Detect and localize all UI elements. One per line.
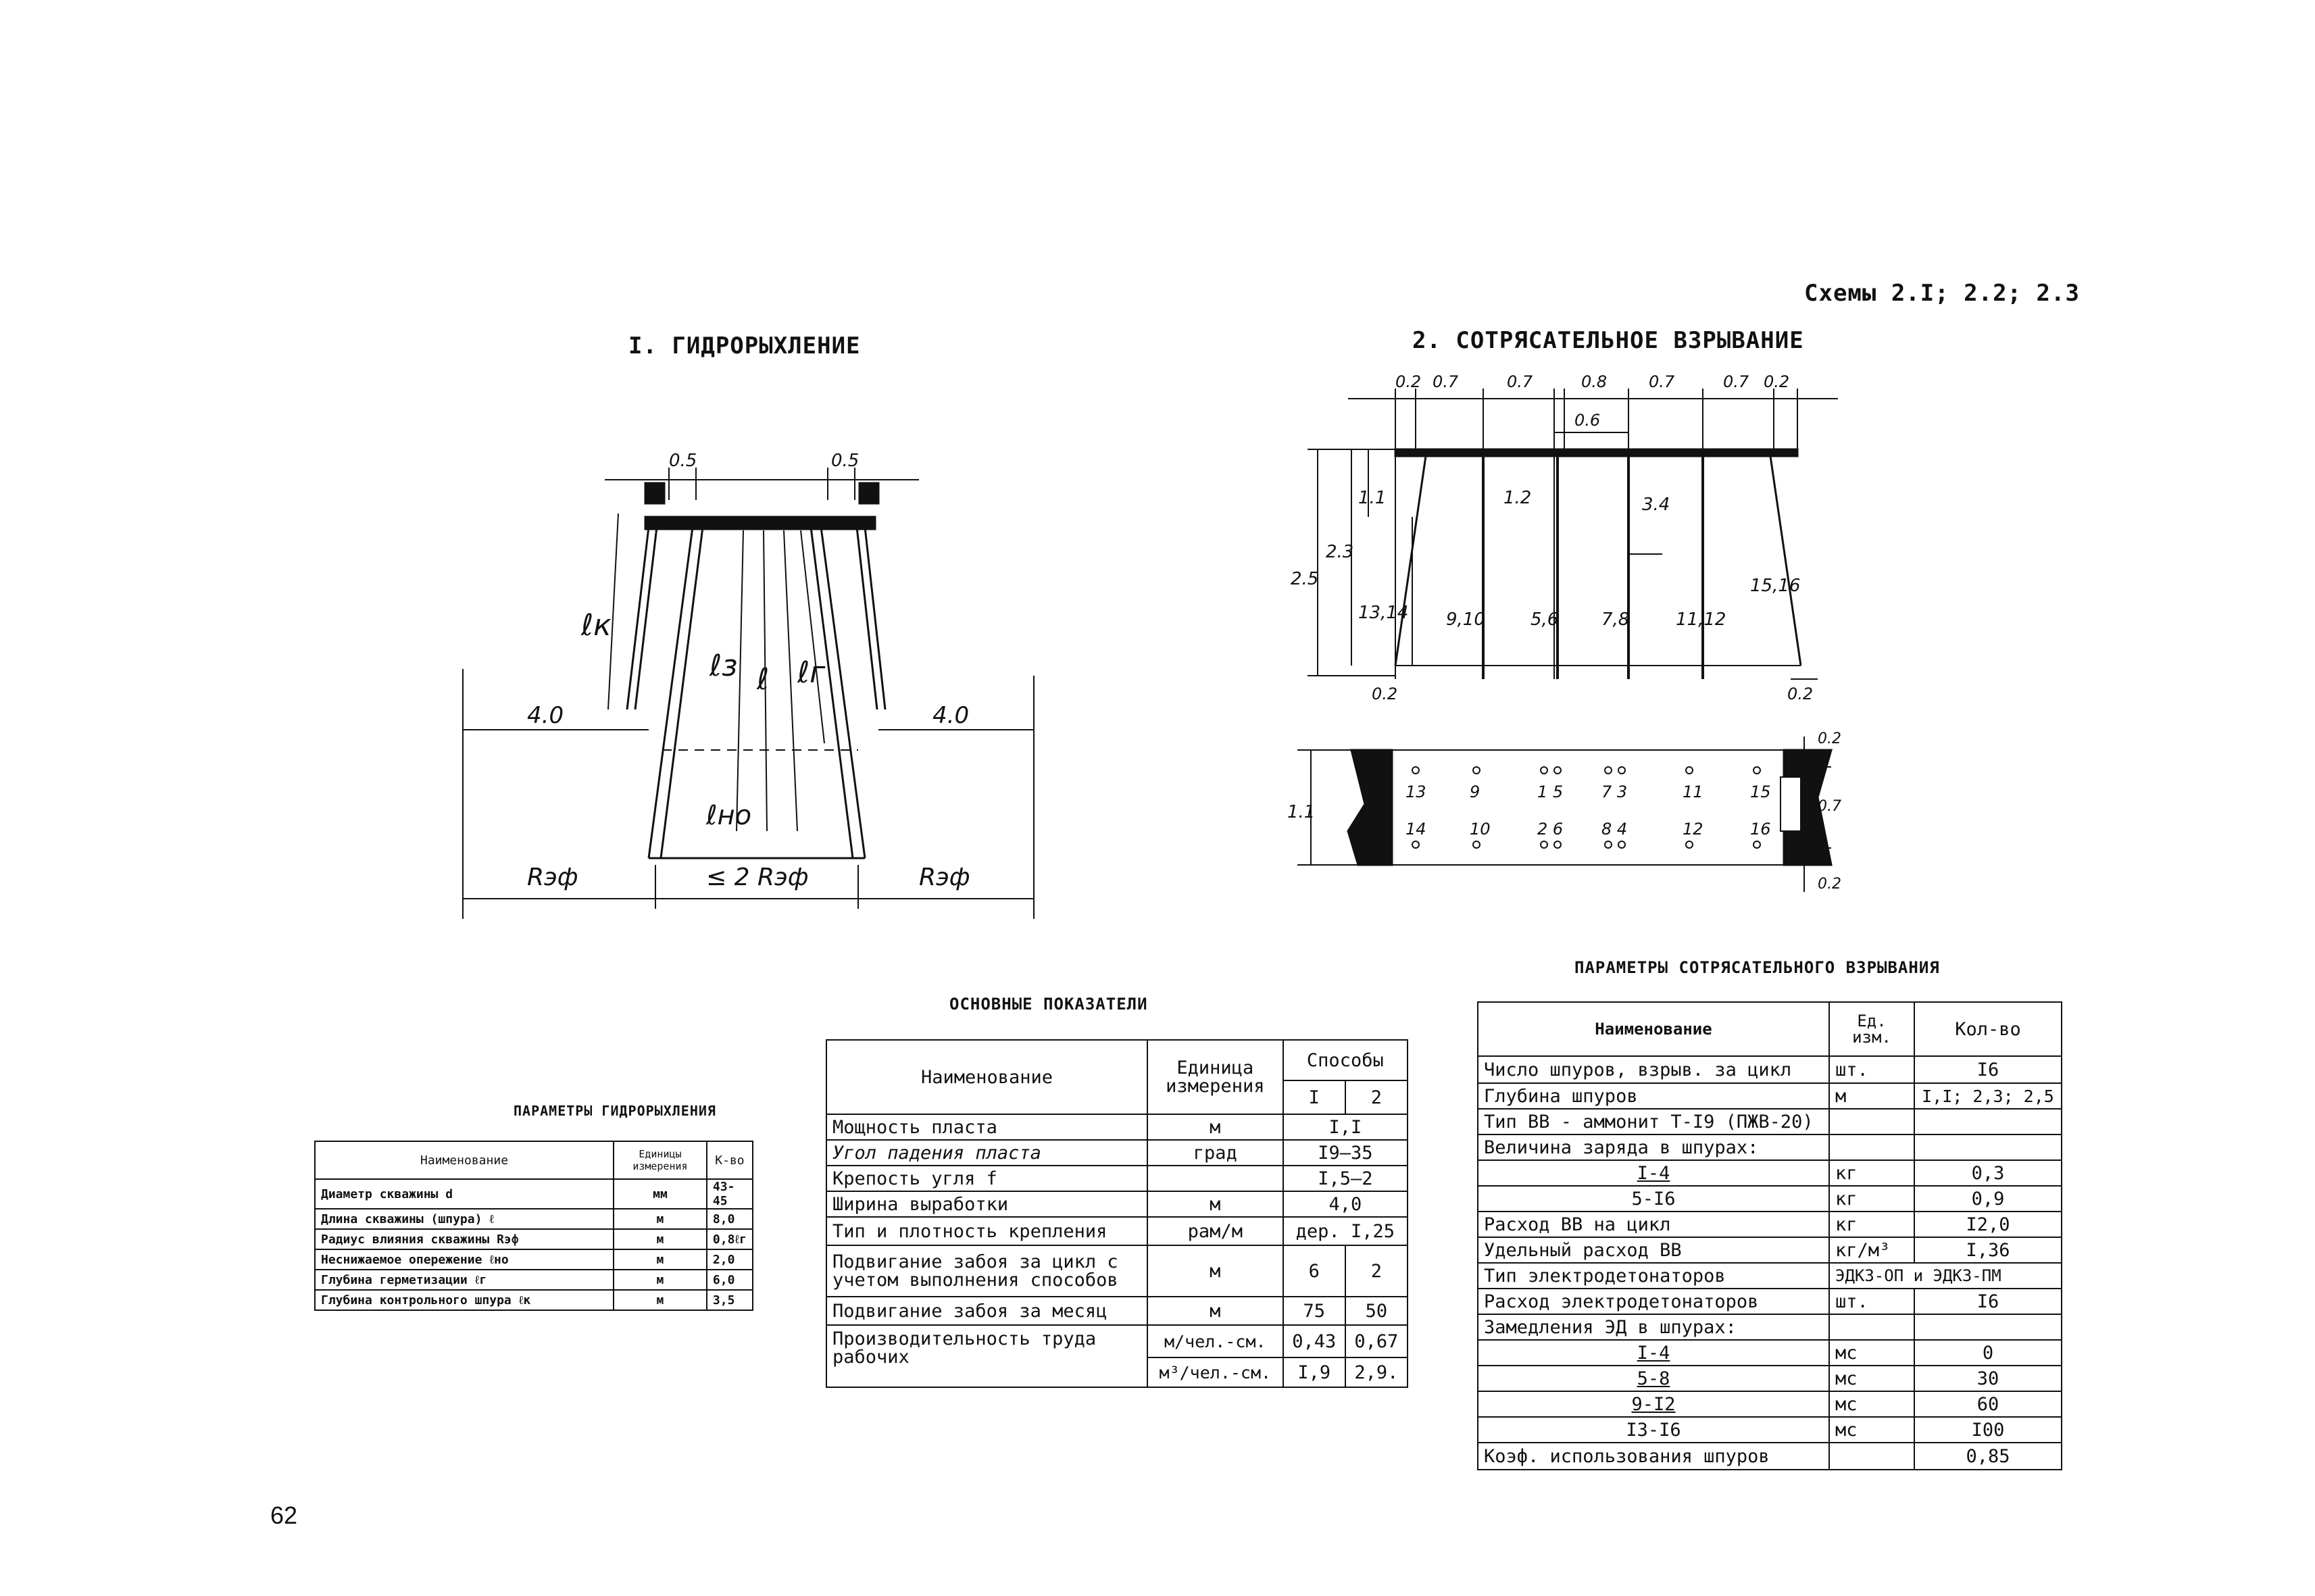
blast-header-qty: Кол-во [1914, 1002, 2062, 1056]
main-cell: 75 [1283, 1297, 1345, 1325]
blast-cell: Тип ВВ - аммонит Т-I9 (ПЖВ-20) [1478, 1109, 1829, 1134]
main-cell: 50 [1345, 1297, 1408, 1325]
blast-cell: 5-8 [1478, 1366, 1829, 1391]
main-cell: I9–35 [1283, 1140, 1408, 1166]
height-12: 1.2 [1503, 488, 1532, 508]
top-dim-5: 0.7 [1649, 372, 1675, 391]
blast-cell: кг/м³ [1829, 1237, 1914, 1263]
blast-cell: кг [1829, 1160, 1914, 1186]
main-cell: м [1147, 1114, 1283, 1140]
main-header-unit: Единица измерения [1147, 1040, 1283, 1114]
blast-cell: 60 [1914, 1391, 2062, 1417]
main-cell: I,I [1283, 1114, 1408, 1140]
table-row [826, 1217, 1408, 1245]
blast-cell [1829, 1314, 1914, 1340]
blast-cell: I3-I6 [1478, 1417, 1829, 1443]
blast-cell [1914, 1314, 2062, 1340]
table-row [1478, 1237, 2062, 1263]
plan-bot-26: 2 6 [1537, 820, 1564, 839]
table-row [315, 1179, 753, 1209]
height-11: 1.1 [1358, 488, 1387, 508]
plan-side-02-top: 0.2 [1818, 730, 1841, 747]
blast-cell: Число шпуров, взрыв. за цикл [1478, 1056, 1829, 1083]
table-row [826, 1166, 1408, 1191]
blast-cell: Тип электродетонаторов [1478, 1263, 1829, 1289]
table-row [1478, 1109, 2062, 1134]
hydro-header-name: Наименование [315, 1141, 614, 1179]
main-header-m2: 2 [1345, 1080, 1408, 1114]
plan-bot-14: 14 [1405, 820, 1426, 839]
blast-cell: I-4 [1478, 1340, 1829, 1366]
plan-top-9: 9 [1470, 782, 1480, 801]
plan-bot-10: 10 [1470, 820, 1491, 839]
dim-40-left: 4.0 [527, 702, 564, 729]
blast-cell: мс [1829, 1391, 1914, 1417]
hydro-cell: 2,0 [707, 1249, 753, 1270]
height-34: 3.4 [1642, 495, 1670, 515]
dim-40-right: 4.0 [932, 702, 970, 729]
table-row [1478, 1134, 2062, 1160]
main-cell: град [1147, 1140, 1283, 1166]
plan-top-15: 1 5 [1537, 782, 1564, 801]
bottom-dim-right: 0.2 [1787, 684, 1814, 703]
blast-cell: I,36 [1914, 1237, 2062, 1263]
bottom-dim-left: 0.2 [1372, 684, 1398, 703]
table-row [315, 1229, 753, 1249]
main-header-m1: I [1283, 1080, 1345, 1114]
inner-dim: 0.6 [1574, 411, 1601, 430]
hydro-cell: Радиус влияния скважины Rэф [315, 1229, 614, 1249]
hole-label-910: 9,10 [1446, 609, 1485, 630]
blast-cell: 9-I2 [1478, 1391, 1829, 1417]
dim-05-left: 0.5 [669, 451, 697, 471]
label-lg: ℓг [797, 655, 826, 690]
blast-cell: 0,85 [1914, 1443, 2062, 1470]
plan-bot-12: 12 [1683, 820, 1703, 839]
main-cell: Производительность труда рабочих [826, 1325, 1147, 1387]
table-row [1478, 1083, 2062, 1109]
table-row [826, 1114, 1408, 1140]
blast-cell [1829, 1109, 1914, 1134]
table-row [1478, 1289, 2062, 1314]
table-row [1478, 1314, 2062, 1340]
plan-bot-84: 8 4 [1601, 820, 1628, 839]
hydro-cell: Неснижаемое опережение ℓно [315, 1249, 614, 1270]
diagram2-title: 2. СОТРЯСАТЕЛЬНОЕ ВЗРЫВАНИЕ [1412, 327, 1804, 354]
top-dim-6: 0.7 [1723, 372, 1749, 391]
main-cell: 6 [1283, 1245, 1345, 1297]
hydro-params-title: ПАРАМЕТРЫ ГИДРОРЫХЛЕНИЯ [514, 1103, 716, 1119]
blast-cell: Удельный расход ВВ [1478, 1237, 1829, 1263]
blast-params-table [1477, 1001, 2062, 1470]
table-row [1478, 1263, 2062, 1289]
hydro-cell: мм [614, 1179, 707, 1209]
main-indicators-title: ОСНОВНЫЕ ПОКАЗАТЕЛИ [949, 995, 1148, 1014]
blast-cell: I-4 [1478, 1160, 1829, 1186]
blast-cell: 0 [1914, 1340, 2062, 1366]
main-cell: Подвигание забоя за цикл с учетом выполнения способов [826, 1245, 1147, 1297]
blast-cell: шт. [1829, 1056, 1914, 1083]
table-row [826, 1191, 1408, 1217]
hydro-cell: 6,0 [707, 1270, 753, 1290]
hole-label-1516: 15,16 [1750, 576, 1801, 596]
plan-top-13: 13 [1405, 782, 1426, 801]
blast-cell: I6 [1914, 1289, 2062, 1314]
blast-cell: Расход ВВ на цикл [1478, 1212, 1829, 1237]
plan-top-73: 7 3 [1601, 782, 1628, 801]
hole-label-56: 5,6 [1530, 609, 1559, 630]
hydro-diagram [446, 432, 1054, 932]
label-r-mid: ≤ 2 Rэф [706, 864, 809, 891]
table-row [315, 1270, 753, 1290]
table-row [1478, 1186, 2062, 1212]
blast-cell: Глубина шпуров [1478, 1083, 1829, 1109]
blast-cell: I2,0 [1914, 1212, 2062, 1237]
label-lz: ℓз [710, 649, 738, 683]
main-cell: рам/м [1147, 1217, 1283, 1245]
plan-top-11: 11 [1683, 782, 1703, 801]
main-cell: м [1147, 1245, 1283, 1297]
main-cell: м³/чел.-см. [1147, 1357, 1283, 1387]
height-23: 2.3 [1326, 542, 1354, 562]
hydro-cell: Глубина герметизации ℓг [315, 1270, 614, 1290]
hydro-cell: м [614, 1209, 707, 1229]
hole-label-1112: 11,12 [1676, 609, 1726, 630]
top-dim-1: 0.2 [1395, 372, 1422, 391]
main-cell: 4,0 [1283, 1191, 1408, 1217]
main-cell: 2 [1345, 1245, 1408, 1297]
label-r-right: Rэф [919, 864, 970, 891]
table-row [1478, 1443, 2062, 1470]
main-cell: 2,9. [1345, 1357, 1408, 1387]
main-indicators-table [826, 1039, 1408, 1388]
top-dim-2: 0.7 [1433, 372, 1459, 391]
blast-cell [1829, 1443, 1914, 1470]
main-cell: м [1147, 1191, 1283, 1217]
table-row [1478, 1212, 2062, 1237]
table-row [1478, 1056, 2062, 1083]
blast-params-title: ПАРАМЕТРЫ СОТРЯСАТЕЛЬНОГО ВЗРЫВАНИЯ [1574, 958, 1940, 977]
blast-cell [1914, 1134, 2062, 1160]
top-dim-4: 0.8 [1581, 372, 1608, 391]
hydro-params-table [314, 1141, 753, 1311]
schemes-header: Схемы 2.I; 2.2; 2.3 [1804, 280, 2080, 307]
label-r-left: Rэф [527, 864, 578, 891]
main-cell: Крепость угля f [826, 1166, 1147, 1191]
blast-cell: мс [1829, 1366, 1914, 1391]
blast-header-unit: Ед. изм. [1829, 1002, 1914, 1056]
main-cell: м [1147, 1297, 1283, 1325]
blast-cell: 0,9 [1914, 1186, 2062, 1212]
blast-cell: м [1829, 1083, 1914, 1109]
main-cell: Ширина выработки [826, 1191, 1147, 1217]
hydro-cell: 43-45 [707, 1179, 753, 1209]
hole-label-1314: 13,14 [1358, 603, 1409, 623]
page-number: 62 [270, 1501, 298, 1529]
main-cell: Угол падения пласта [826, 1140, 1147, 1166]
table-row [1478, 1417, 2062, 1443]
plan-bot-16: 16 [1750, 820, 1771, 839]
hydro-header-qty: К-во [707, 1141, 753, 1179]
hydro-cell: м [614, 1229, 707, 1249]
blast-plan-diagram [1284, 730, 1865, 899]
dim-05-right: 0.5 [831, 451, 860, 471]
table-row [315, 1209, 753, 1229]
table-row [1478, 1391, 2062, 1417]
hydro-cell: 0,8ℓг [707, 1229, 753, 1249]
table-row [315, 1290, 753, 1310]
blast-cell: Замедления ЭД в шпурах: [1478, 1314, 1829, 1340]
hydro-cell: Глубина контрольного шпура ℓк [315, 1290, 614, 1310]
blast-cell: Коэф. использования шпуров [1478, 1443, 1829, 1470]
table-row [1478, 1160, 2062, 1186]
blast-cell: 5-I6 [1478, 1186, 1829, 1212]
hydro-header-unit: Единицы измерения [614, 1141, 707, 1179]
blast-section-diagram [1284, 368, 1858, 733]
blast-cell [1829, 1134, 1914, 1160]
plan-top-15b: 15 [1750, 782, 1771, 801]
blast-cell: ЭДКЗ-ОП и ЭДКЗ-ПМ [1829, 1263, 2062, 1289]
height-25: 2.5 [1291, 569, 1319, 589]
label-lk: ℓк [581, 608, 612, 643]
blast-cell: мс [1829, 1340, 1914, 1366]
main-cell: I,9 [1283, 1357, 1345, 1387]
table-row [315, 1249, 753, 1270]
hydro-cell: м [614, 1249, 707, 1270]
hydro-cell: Диаметр скважины d [315, 1179, 614, 1209]
top-dim-3: 0.7 [1507, 372, 1533, 391]
table-row [1478, 1340, 2062, 1366]
table-row [826, 1140, 1408, 1166]
main-cell: 0,43 [1283, 1325, 1345, 1357]
blast-cell: I00 [1914, 1417, 2062, 1443]
blast-cell: кг [1829, 1186, 1914, 1212]
blast-cell: 0,3 [1914, 1160, 2062, 1186]
table-row [826, 1325, 1408, 1357]
blast-cell: кг [1829, 1212, 1914, 1237]
main-cell: Мощность пласта [826, 1114, 1147, 1140]
hydro-cell: м [614, 1290, 707, 1310]
main-cell: Тип и плотность крепления [826, 1217, 1147, 1245]
hydro-cell: 3,5 [707, 1290, 753, 1310]
top-dim-7: 0.2 [1764, 372, 1790, 391]
main-cell: дер. I,25 [1283, 1217, 1408, 1245]
blast-cell: 30 [1914, 1366, 2062, 1391]
hole-label-78: 7,8 [1601, 609, 1630, 630]
main-cell: I,5–2 [1283, 1166, 1408, 1191]
blast-cell: мс [1829, 1417, 1914, 1443]
main-cell: 0,67 [1345, 1325, 1408, 1357]
diagram1-title: I. ГИДРОРЫХЛЕНИЕ [628, 332, 861, 359]
label-l: ℓ [757, 662, 770, 697]
main-header-name: Наименование [826, 1040, 1147, 1114]
plan-h11: 1.1 [1287, 802, 1316, 822]
hydro-cell: Длина скважины (шпура) ℓ [315, 1209, 614, 1229]
table-row [826, 1245, 1408, 1297]
table-row [826, 1297, 1408, 1325]
blast-cell: шт. [1829, 1289, 1914, 1314]
label-lno: ℓно [706, 800, 752, 831]
blast-cell: Величина заряда в шпурах: [1478, 1134, 1829, 1160]
main-cell: м/чел.-см. [1147, 1325, 1283, 1357]
table-row [1478, 1366, 2062, 1391]
plan-side-02-bot: 0.2 [1818, 876, 1841, 893]
plan-side-07: 0.7 [1818, 798, 1841, 815]
blast-cell: I,I; 2,3; 2,5 [1914, 1083, 2062, 1109]
hydro-cell: 8,0 [707, 1209, 753, 1229]
hydro-cell: м [614, 1270, 707, 1290]
main-header-methods: Способы [1283, 1040, 1408, 1080]
blast-header-name: Наименование [1478, 1002, 1829, 1056]
blast-cell: Расход электродетонаторов [1478, 1289, 1829, 1314]
blast-cell [1914, 1109, 2062, 1134]
main-cell [1147, 1166, 1283, 1191]
blast-cell: I6 [1914, 1056, 2062, 1083]
main-cell: Подвигание забоя за месяц [826, 1297, 1147, 1325]
